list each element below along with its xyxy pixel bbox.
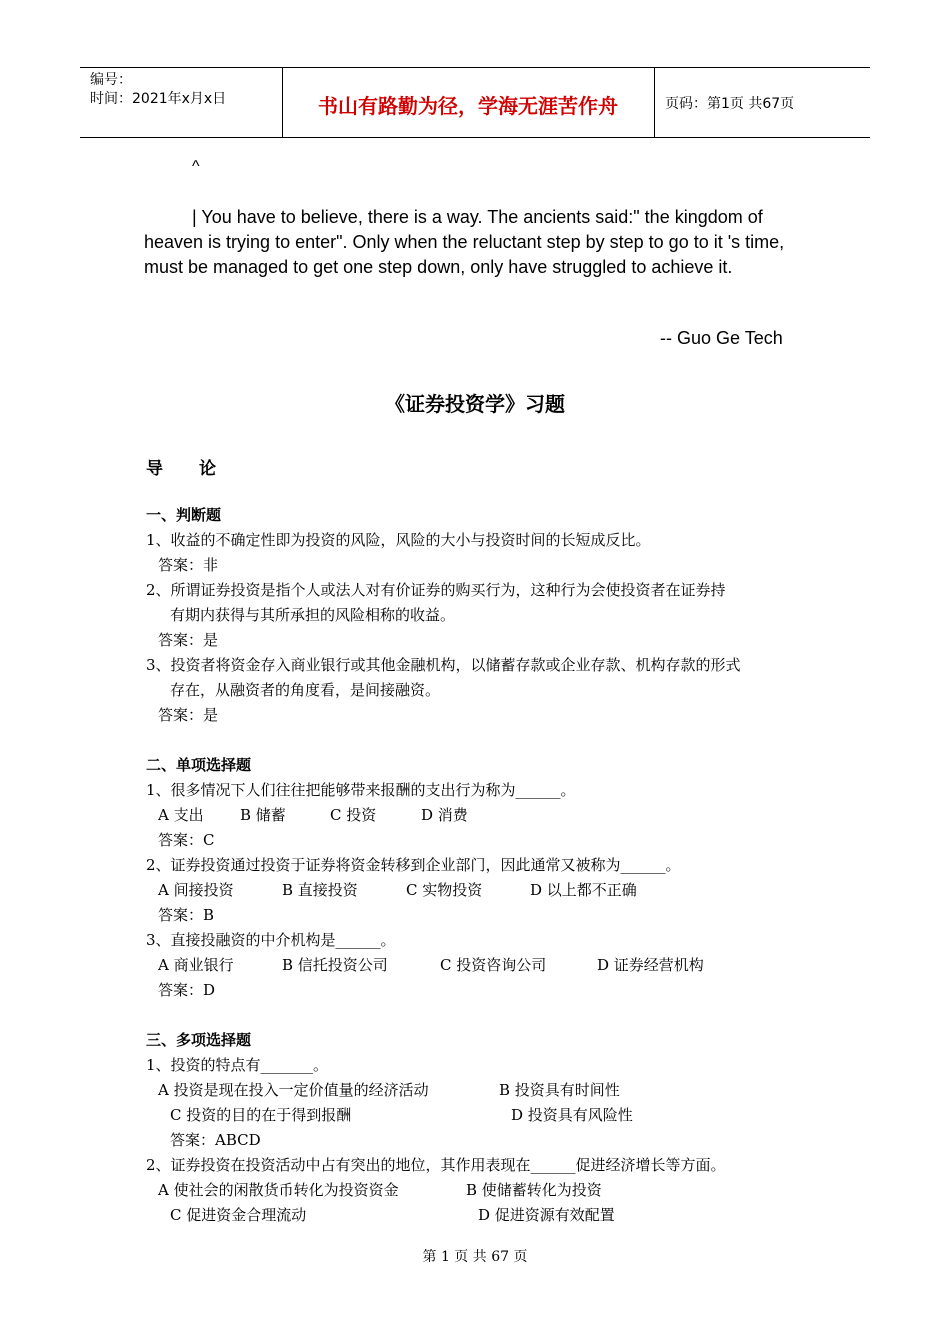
chapter-char: 论 — [199, 459, 216, 479]
option: B 使储蓄转化为投资 — [466, 1181, 602, 1199]
quote-signature: -- Guo Ge Tech — [660, 328, 783, 348]
document-title: 《证券投资学》习题 — [385, 392, 565, 416]
option: D 证券经营机构 — [597, 956, 704, 974]
answer: 答案：是 — [158, 631, 219, 649]
answer: 答案：C — [158, 831, 215, 849]
section-heading: 一、判断题 — [146, 506, 222, 524]
option: A 使社会的闲散货币转化为投资资金 — [158, 1181, 399, 1199]
option: A 支出 — [158, 806, 204, 824]
options-row — [146, 1203, 826, 1228]
caret-mark: ^ — [192, 158, 200, 175]
header-page-info: 页码：第1页 共67页 — [665, 96, 795, 112]
question: 2、证券投资通过投资于证券将资金转移到企业部门，因此通常又被称为______。 — [146, 856, 681, 874]
options-row — [146, 803, 826, 828]
exercise-content — [146, 503, 826, 1228]
option: B 信托投资公司 — [282, 956, 388, 974]
answer: 答案：B — [158, 906, 215, 924]
answer: 答案：ABCD — [170, 1131, 261, 1149]
question-continued: 有期内获得与其所承担的风险相称的收益。 — [170, 606, 456, 624]
option: C 投资咨询公司 — [440, 956, 547, 974]
options-row — [146, 1103, 826, 1128]
question-continued: 存在，从融资者的角度看，是间接融资。 — [170, 681, 441, 699]
date-line: 时间：2021年x月x日 — [90, 91, 227, 107]
answer: 答案：非 — [158, 556, 219, 574]
option: B 投资具有时间性 — [499, 1081, 620, 1099]
options-row — [146, 953, 826, 978]
option: D 消费 — [421, 806, 468, 824]
page-footer: 第 1 页 共 67 页 — [422, 1249, 528, 1265]
chapter-heading — [146, 454, 252, 479]
option: D 促进资源有效配置 — [478, 1206, 615, 1224]
question: 1、收益的不确定性即为投资的风险，风险的大小与投资时间的长短成反比。 — [146, 531, 651, 549]
question: 1、很多情况下人们往往把能够带来报酬的支出行为称为______。 — [146, 781, 576, 799]
number-label: 编号： — [90, 72, 132, 88]
question: 3、直接投融资的中介机构是______。 — [146, 931, 396, 949]
section-heading: 三、多项选择题 — [146, 1031, 252, 1049]
header-meta — [90, 71, 226, 109]
header-motto: 书山有路勤为径，学海无涯苦作舟 — [318, 94, 618, 118]
option: A 投资是现在投入一定价值量的经济活动 — [158, 1081, 429, 1099]
options-row — [146, 878, 826, 903]
option: C 投资的目的在于得到报酬 — [170, 1106, 352, 1124]
question: 1、投资的特点有_______。 — [146, 1056, 329, 1074]
question: 2、证券投资在投资活动中占有突出的地位，其作用表现在______促进经济增长等方面。 — [146, 1156, 726, 1174]
question: 2、所谓证券投资是指个人或法人对有价证券的购买行为，这种行为会使投资者在证券持 — [146, 581, 726, 599]
header-divider — [654, 68, 655, 137]
quote-text: | You have to believe, there is a way. The ancients said:" the kingdom of heaven is trying to enter". Only when the reluctant step by step to go to it 's time, must be managed to get one step down, only have struggled to achieve it. — [144, 207, 785, 277]
question: 3、投资者将资金存入商业银行或其他金融机构，以储蓄存款或企业存款、机构存款的形式 — [146, 656, 741, 674]
document-header — [80, 67, 870, 138]
option: C 促进资金合理流动 — [170, 1206, 307, 1224]
quote-paragraph — [144, 205, 812, 280]
options-row — [146, 1078, 826, 1103]
section-heading: 二、单项选择题 — [146, 756, 252, 774]
answer: 答案：是 — [158, 706, 219, 724]
option: C 实物投资 — [406, 881, 483, 899]
answer: 答案：D — [158, 981, 216, 999]
option: A 商业银行 — [158, 956, 234, 974]
chapter-char: 导 — [146, 459, 163, 479]
option: D 投资具有风险性 — [511, 1106, 633, 1124]
option: D 以上都不正确 — [530, 881, 637, 899]
option: B 直接投资 — [282, 881, 358, 899]
option: C 投资 — [330, 806, 377, 824]
options-row — [146, 1178, 826, 1203]
option: B 储蓄 — [240, 806, 286, 824]
option: A 间接投资 — [158, 881, 234, 899]
